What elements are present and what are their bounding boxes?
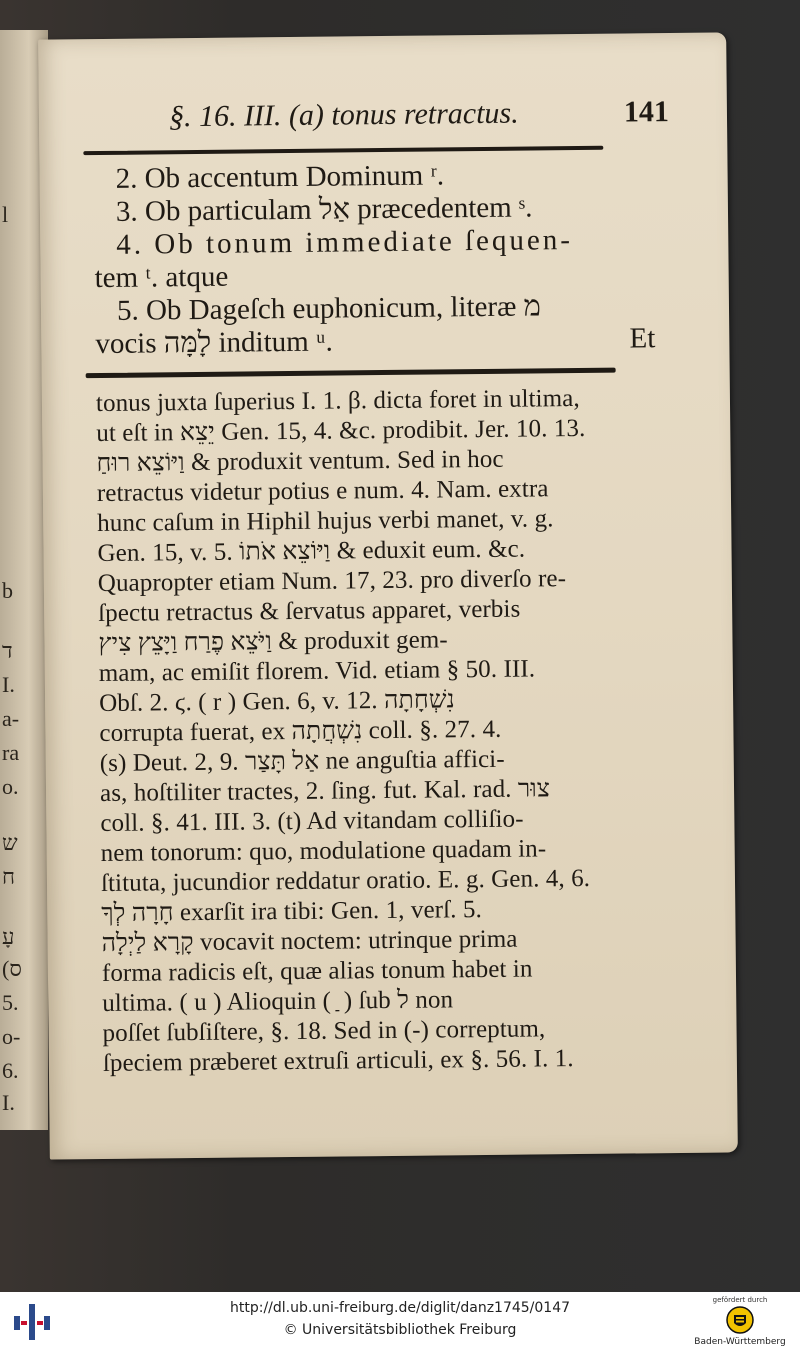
margin-fragment: o.: [2, 774, 19, 799]
margin-fragment: b: [2, 578, 13, 603]
list-item-text: vocis לָמָּה inditum ᵘ.: [95, 325, 333, 361]
footnote-line: ſtituta, jucundior reddatur oratio. E. g. Gen. 4, 6.: [100, 864, 591, 898]
margin-fragment: a-: [2, 706, 20, 731]
margin-fragment: ד: [2, 638, 13, 663]
footnote-line: coll. §. 41. III. 3. (t) Ad vitandam colliſio-: [100, 805, 524, 838]
list-item: 4. Ob tonum immediate ſequen-: [116, 224, 574, 261]
footnote-line: (s) Deut. 2, 9. אַל תָּצַר ne anguſtia affici-: [99, 745, 505, 778]
sponsor-logo[interactable]: [690, 1296, 790, 1350]
running-head-title: §. 16. III. (a) tonus retractus.: [168, 96, 519, 134]
margin-fragment: I.: [2, 672, 15, 697]
list-item: [95, 322, 655, 361]
margin-fragment: o-: [2, 1024, 21, 1049]
footnote-line: Quapropter etiam Num. 17, 23. pro diverſo re-: [97, 565, 567, 598]
footnote-line: Obſ. 2. ϛ. ( r ) Gen. 6, v. 12. נִשְׁחָתָה: [98, 686, 455, 718]
margin-fragment: ש: [2, 830, 18, 855]
margin-fragment: 6.: [2, 1058, 19, 1083]
list-item: 5. Ob Dageſch euphonicum, literæ מ: [116, 290, 542, 327]
footnote-line: nem tonorum: quo, modulatione quadam in-: [100, 835, 547, 868]
list-item: 3. Ob particulam אַל præcedentem ˢ.: [115, 191, 533, 228]
sponsor-name: Baden-Württemberg: [694, 1337, 786, 1347]
list-item: tem ᵗ. atque: [94, 260, 229, 295]
viewer-footer: [0, 1292, 800, 1352]
footnote-line: קָרָא לַיְלָה vocavit noctem: utrinque prima: [101, 925, 518, 958]
numbered-list: [93, 157, 655, 361]
footnote-line: forma radicis eſt, quæ alias tonum habet in: [101, 955, 533, 988]
footnote-line: retractus videtur potius e num. 4. Nam. extra: [96, 475, 549, 508]
permalink-url[interactable]: http://dl.ub.uni-freiburg.de/diglit/danz1745/0147: [229, 1300, 571, 1316]
margin-fragment: ra: [2, 740, 20, 765]
margin-fragment: l: [2, 202, 9, 227]
footnote-line: ſpeciem præberet extruſi articuli, ex §. 56. I. 1.: [102, 1045, 574, 1078]
footnote-line: ut eſt in יֵצֵא Gen. 15, 4. &c. prodibit. Jer. 10. 13.: [96, 414, 586, 448]
catchword: Et: [629, 322, 656, 355]
margin-fragment: עָ: [2, 924, 15, 949]
footnote-line: וַיּוֹצֵא רוּחַ & produxit ventum. Sed in hoc: [96, 445, 504, 478]
footnote-line: as, hoſtiliter tractes, 2. ſing. fut. Kal. rad. צוּר: [99, 775, 551, 808]
margin-fragment: (ס: [2, 956, 22, 981]
header-rule: [83, 146, 603, 155]
sponsor-label: gefördert durch: [712, 1296, 768, 1304]
footnote-line: ultima. ( u ) Alioquin ( ַ ) ſub ל non: [102, 986, 454, 1018]
footnotes: [96, 383, 663, 1079]
margin-fragment: ח: [2, 864, 16, 889]
footnote-line: poſſet ſubſiſtere, §. 18. Sed in (-) correptum,: [102, 1015, 546, 1048]
footnote-line: tonus juxta ſuperius I. 1. β. dicta foret in ultima,: [95, 384, 580, 418]
footnote-line: Gen. 15, v. 5. וַיּוֹצֵא אֹתוֹ & eduxit eum. &c.: [97, 535, 526, 568]
footnote-line: וַיֹּצֵא פֶרַח וַיָּצֵץ צִיץ & produxit gem-: [98, 626, 448, 658]
running-head: [169, 95, 689, 140]
book-page: [38, 32, 738, 1159]
list-item: 2. Ob accentum Dominum ʳ.: [115, 159, 445, 195]
footnote-line: mam, ac emiſit florem. Vid. etiam § 50. III.: [98, 655, 536, 688]
state-crest-icon: [726, 1306, 754, 1334]
footnote-line: hunc caſum in Hiphil hujus verbi manet, v. g.: [97, 505, 554, 538]
copyright-notice: © Universitätsbibliothek Freiburg: [283, 1322, 517, 1338]
footnote-rule: [86, 368, 616, 379]
footnote-line: חָרָה לְךָ exarſit ira tibi: Gen. 1, verſ. 5.: [101, 896, 482, 928]
margin-fragment: 5.: [2, 990, 19, 1015]
page-number: 141: [623, 95, 670, 129]
footnote-line: ſpectu retractus & ſervatus apparet, verbis: [98, 595, 521, 628]
margin-fragment: I.: [2, 1090, 15, 1115]
footnote-line: corrupta fuerat, ex נִשְׁחֲתָה coll. §. 27. 4.: [99, 715, 502, 748]
